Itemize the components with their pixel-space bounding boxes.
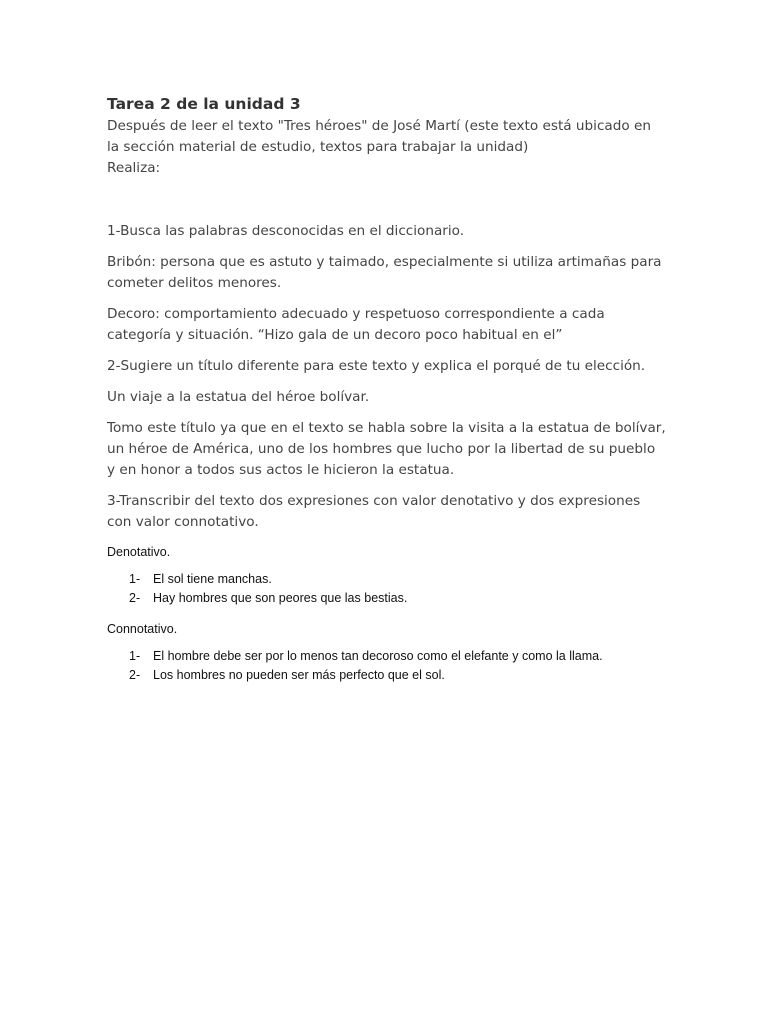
document-page [107,92,667,697]
denotativo-heading: Denotativo. [107,545,171,559]
task-3-heading: 3-Transcribir del texto dos expresiones con valor denotativo y dos expresiones con valor connotativo. [107,493,641,530]
list-item-text: El sol tiene manchas. [153,572,272,586]
spacer [107,179,667,221]
list-item-number: 2- [129,591,141,605]
list-item [107,570,667,589]
list-item-text: Hay hombres que son peores que las bestias. [153,591,408,605]
task-2-heading: 2-Sugiere un título diferente para este texto y explica el porqué de tu elección. [107,358,646,374]
list-item [107,589,667,608]
list-item-text: El hombre debe ser por lo menos tan decoroso como el elefante y como la llama. [153,649,603,663]
connotativo-heading: Connotativo. [107,622,178,636]
definition-decoro: Decoro: comportamiento adecuado y respetuoso correspondiente a cada categoría y situación. “Hizo gala de un decoro poco habitual en el” [107,306,605,343]
list-item [107,647,667,666]
denotativo-list [107,570,667,608]
suggested-title: Un viaje a la estatua del héroe bolívar. [107,389,370,405]
list-item-text: Los hombres no pueden ser más perfecto que el sol. [153,668,445,682]
task-1-heading: 1-Busca las palabras desconocidas en el diccionario. [107,223,465,239]
title-explanation: Tomo este título ya que en el texto se habla sobre la visita a la estatua de bolívar, un héroe de América, uno de los hombres que lucho por la libertad de su pueblo y en honor a todos sus actos le hicieron la estatua. [107,420,666,478]
realiza-label: Realiza: [107,160,161,176]
list-item-number: 2- [129,668,141,682]
connotativo-list [107,647,667,685]
list-item-number: 1- [129,649,141,663]
intro-text: Después de leer el texto "Tres héroes" de José Martí (este texto está ubicado en la sección material de estudio, textos para trabajar la unidad) [107,118,652,155]
list-item-number: 1- [129,572,141,586]
document-title: Tarea 2 de la unidad 3 [107,95,301,113]
list-item [107,666,667,685]
definition-bribon: Bribón: persona que es astuto y taimado, especialmente si utiliza artimañas para cometer delitos menores. [107,254,662,291]
